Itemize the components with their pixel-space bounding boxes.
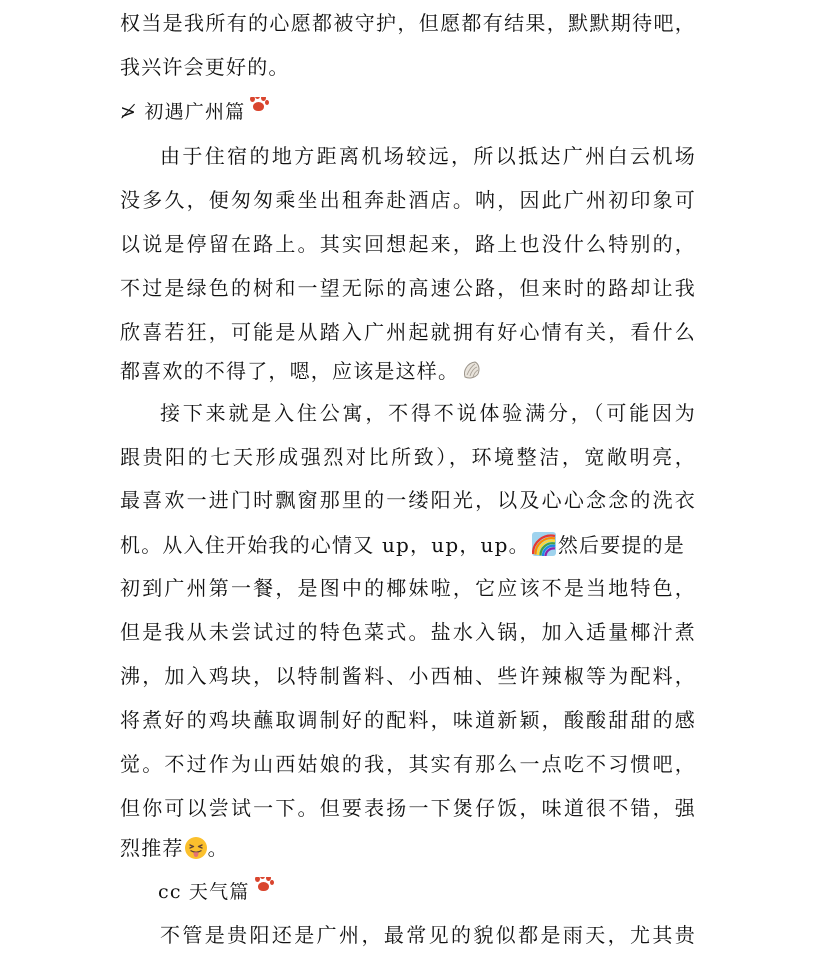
paragraph-line: 由于住宿的地方距离机场较远，所以抵达广州白云机场 (160, 144, 696, 168)
paw-icon (245, 97, 271, 115)
shell-icon (461, 359, 483, 381)
paragraph-line: 觉。不过作为山西姑娘的我，其实有那么一点吃不习惯吧， (120, 752, 696, 776)
paragraph-text: 。 (207, 836, 229, 860)
paragraph-line: 但是我从未尝试过的特色菜式。盐水入锅，加入适量椰汁煮 (120, 620, 696, 644)
section-heading-guangzhou (120, 97, 696, 127)
paragraph-line-with-icon (120, 530, 696, 560)
heading-text: cc 天气篇 (158, 881, 250, 903)
tongue-face-icon (184, 836, 208, 860)
paragraph-line: 最喜欢一进门时飘窗那里的一缕阳光，以及心心念念的洗衣 (120, 488, 696, 512)
paragraph-line: 但你可以尝试一下。但要表扬一下煲仔饭，味道很不错，强 (120, 796, 696, 820)
rainbow-icon (532, 532, 556, 556)
paragraph-line: 没多久，便匆匆乘坐出租奔赴酒店。呐，因此广州初印象可 (120, 188, 696, 212)
paragraph-text: 烈推荐 (120, 836, 184, 860)
paragraph-line: 以说是停留在路上。其实回想起来，路上也没什么特别的， (120, 232, 696, 256)
heading-marker: ≯ (120, 101, 138, 123)
paragraph-line: 沸，加入鸡块，以特制酱料、小西柚、些许辣椒等为配料， (120, 664, 696, 688)
paragraph-text: 都喜欢的不得了，嗯，应该是这样。 (120, 359, 460, 383)
paragraph-line: 接下来就是入住公寓，不得不说体验满分，（可能因为 (160, 401, 696, 425)
paragraph-text: 机。从入住开始我的心情又 up，up，up。 (120, 533, 530, 557)
paragraph-text: 然后要提的是 (557, 533, 686, 557)
paragraph-line: 权当是我所有的心愿都被守护，但愿都有结果，默默期待吧， (120, 11, 696, 35)
paw-icon (250, 877, 276, 895)
paragraph-line: 不过是绿色的树和一望无际的高速公路，但来时的路却让我 (120, 276, 696, 300)
paragraph-line-with-icon (120, 356, 696, 386)
heading-text: 初遇广州篇 (144, 101, 246, 123)
paragraph-line: 不管是贵阳还是广州，最常见的貌似都是雨天，尤其贵 (160, 923, 696, 947)
paragraph-line: 欣喜若狂，可能是从踏入广州起就拥有好心情有关，看什么 (120, 320, 696, 344)
paragraph-line: 初到广州第一餐，是图中的椰妹啦，它应该不是当地特色， (120, 576, 696, 600)
paragraph-line: 我兴许会更好的。 (120, 55, 290, 79)
paragraph-line-with-icon (120, 833, 696, 863)
section-heading-weather (158, 877, 694, 907)
paragraph-line: 跟贵阳的七天形成强烈对比所致），环境整洁，宽敞明亮， (120, 445, 696, 469)
paragraph-line: 将煮好的鸡块蘸取调制好的配料，味道新颖，酸酸甜甜的感 (120, 708, 696, 732)
